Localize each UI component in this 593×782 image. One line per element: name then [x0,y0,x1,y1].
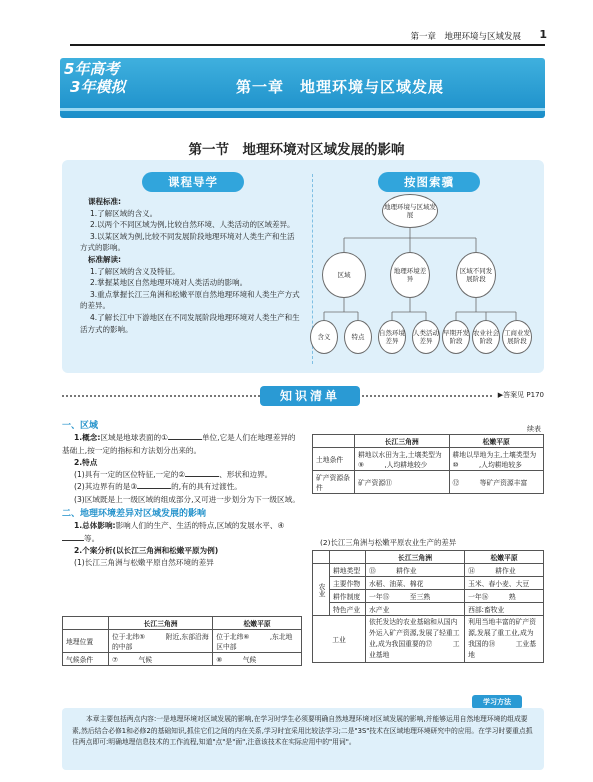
table-side-label: 农业 [313,564,330,616]
table-row [313,448,544,471]
knowledge-bar [62,386,544,406]
table-header-cell: 长江三角洲 [109,617,213,630]
section-heading: 二、地理环境差异对区域发展的影响 [62,509,207,520]
table-row [63,630,302,653]
table-cell: ⑧ 气候 [213,653,302,666]
table-row [313,471,544,494]
table-cell: 利用当地丰富的矿产资源,发展了重工业,成为我国的⑱ 工业基地 [465,616,544,663]
mm-node-industry: 工商业发展阶段 [502,320,532,354]
table-cell: 西部:畜牧业 [465,603,544,616]
table-natural-env [62,616,302,666]
table-header-cell: 松嫩平原 [449,435,544,448]
guide-text [80,196,300,335]
table-header-cell [313,435,355,448]
table-cell: 矿产资源条件 [313,471,355,494]
paragraph: 2.特点 [74,457,98,467]
table-cell: 耕地类型 [330,564,366,577]
mm-root: 地理环境与区域发展 [382,194,438,228]
mm-node-early: 早期开发阶段 [442,320,470,354]
interp-heading: 标准解读: [88,254,121,264]
mm-node-human: 人类活动差异 [412,320,440,354]
section-title: 第一节 地理环境对区域发展的影响 [188,142,405,158]
paragraph: (3)区域既是上一级区域的组成部分,又可进一步划分为下一级区域。 [74,494,300,504]
table-cell: 位于北纬⑤ 附近,东部沿海的中部 [109,630,213,653]
logo-line-1: 5年高考 [64,60,120,78]
table-cell: 一年⑮ 至三熟 [366,590,465,603]
page-number: 1 [539,28,547,41]
table-header-cell [330,551,366,564]
paragraph [62,469,302,481]
table-cell: 耕地以水田为主,土壤类型为⑨ ,人均耕地较少 [355,448,450,471]
paragraph [62,481,302,493]
text: (2)其边界有的是③ [74,482,138,492]
table-header-cell [313,551,330,564]
table-cell: 特色产业 [330,603,366,616]
table-cell: 水稻、油菜、棉花 [366,577,465,590]
blank-4[interactable] [62,533,84,541]
mm-node-region: 区域 [322,252,366,298]
table-header-cell: 长江三角洲 [366,551,465,564]
paragraph [62,520,302,545]
text: 影响人们的生产、生活的特点,区域的发展水平、④ [115,521,285,531]
table-header-row [313,551,544,564]
paragraph: (1)长江三角洲与松嫩平原自然环境的差异 [74,558,214,568]
paragraph: 2.个案分析(以长江三角洲和松嫩平原为例) [74,545,219,555]
table-cell: 依托发达的农业基础和从国内外运入矿产资源,发展了轻重工业,成为我国重要的⑰ 工业基地 [366,616,465,663]
table-header-row [63,617,302,630]
table-cell: 耕地以旱地为主,土壤类型为⑩ ,人均耕地较多 [449,448,544,471]
table-row [313,603,544,616]
section-heading: 一、区域 [62,421,99,431]
knowledge-label: 知识清单 [260,386,360,406]
running-title: 第一章 地理环境与区域发展 [410,32,521,42]
text: 的,有的具有过渡性。 [171,482,242,492]
text: 、形状和边界。 [219,470,273,480]
table-row [313,577,544,590]
table-row [313,564,544,577]
table-natural-env-cont [312,434,544,494]
text: 单位,它是人们在地理差异的基础上,按一定的指标和方法划分出来的。 [62,433,296,455]
mm-node-env-diff: 地理环境差异 [390,252,430,298]
table-cell: ⑭ 耕作业 [465,564,544,577]
table-row [313,616,544,663]
term: 1.概念: [74,433,101,443]
logo-line-2: 3年模拟 [70,78,126,96]
table-header-cell: 松嫩平原 [465,551,544,564]
table-cell: 耕作制度 [330,590,366,603]
table-cell: 位于北纬⑥ ,东北地区中部 [213,630,302,653]
mm-node-natural: 自然环境差异 [378,320,406,354]
table-cell: 一年⑯ 熟 [465,590,544,603]
mm-node-agri: 农业社会阶段 [472,320,500,354]
interp-item: 3.重点掌握长江三角洲和松嫩平原自然地理环境和人类生产方式的差异。 [80,289,300,311]
mm-node-feature: 特点 [344,320,372,354]
table3-caption: (2)长江三角洲与松嫩平原农业生产的差异 [320,538,457,547]
standard-item: 1.了解区域的含义。 [90,208,158,218]
table-cell: ⑦ 气候 [109,653,213,666]
mm-node-stages: 区域不同发展阶段 [456,252,496,298]
table-cell: 工业 [313,616,366,663]
table-cell: 矿产资源⑪ [355,471,450,494]
standard-item: 2.以两个不同区域为例,比较自然环境、人类活动的区域差异。 [90,220,295,230]
table-cell: ⑫ 等矿产资源丰富 [449,471,544,494]
table-header-cell [63,617,109,630]
table-cell: 水产业 [366,603,465,616]
table-cell: 地理位置 [63,630,109,653]
left-column [62,418,302,570]
mind-map [310,190,540,370]
study-text: 本章主要包括两点内容:一是地理环境对区域发展的影响,在学习时学生必须要明确自然地理环境对区域发展的影响,并能够运用自然地理环境的组成要素,然后结合必修1和必修2的基础知识,抓住它们之间的内在关系,学习时宜采用比较法学习;二是"3S"技术在区域地理环境研究中的应用。在学习时要重点抓住两点即可:明确地理信息技术的工作流程,知道"点"是"面",注意该技术在实际应用中的"用词"。 [72,715,533,746]
table-cell: ⑬ 耕作业 [366,564,465,577]
continued-label: 续表 [527,425,541,433]
interp-item: 4.了解长江中下游地区在不同发展阶段地理环境对人类生产和生活方式的影响。 [80,312,300,334]
blank-3[interactable] [137,481,171,489]
mindmap-label: 按图索骥 [378,172,480,192]
interp-item: 2.掌握某地区自然地理环境对人类活动的影响。 [90,278,248,288]
table-cell: 主要作物 [330,577,366,590]
table-cell: 土地条件 [313,448,355,471]
table-header-row [313,435,544,448]
text: 区域是地球表面的① [100,433,168,443]
term: 1.总体影响: [74,521,116,531]
study-tab: 学习方法 [472,695,522,709]
paragraph [62,432,302,457]
table-header-cell: 松嫩平原 [213,617,302,630]
table-agri-diff [312,550,544,663]
interp-item: 1.了解区域的含义及特征。 [90,266,180,276]
table-row [63,653,302,666]
answer-reference: ▶答案见 P170 [494,390,544,400]
text: (1)具有一定的区位特征,一定的② [74,470,186,480]
chapter-title: 第一章 地理环境与区域发展 [235,78,444,96]
header-rule [70,44,545,46]
brand-logo [64,60,160,112]
study-panel [62,708,544,770]
standard-heading: 课程标准: [88,197,121,206]
table-cell: 气候条件 [63,653,109,666]
running-header [0,0,593,50]
table-cell: 玉米、春小麦、大豆 [465,577,544,590]
blank-1[interactable] [168,432,202,440]
standard-item: 3.以某区域为例,比较不同发展阶段地理环境对人类生产和生活方式的影响。 [80,231,295,253]
text: 等。 [84,533,100,543]
table-header-cell: 长江三角洲 [355,435,450,448]
guide-label: 课程导学 [142,172,244,192]
blank-2[interactable] [185,469,219,477]
table-row [313,590,544,603]
mm-node-meaning: 含义 [310,320,338,354]
